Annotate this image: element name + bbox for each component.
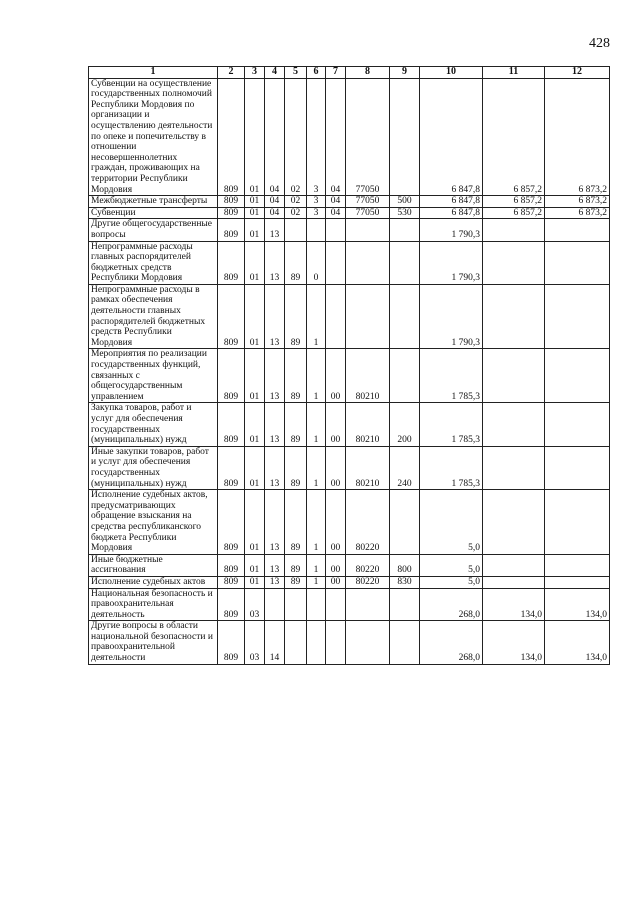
code-subsection: 04 <box>265 78 285 196</box>
column-header: 9 <box>390 67 420 79</box>
code-subsection: 14 <box>265 621 285 664</box>
code-expense-type <box>390 490 420 555</box>
amount-year-2 <box>483 349 545 403</box>
code-section: 01 <box>245 490 265 555</box>
amount-year-1: 6 847,8 <box>420 196 483 208</box>
code-subsection: 04 <box>265 196 285 208</box>
amount-year-3: 6 873,2 <box>545 207 610 219</box>
code-admin: 809 <box>218 446 245 489</box>
amount-year-1: 5,0 <box>420 576 483 588</box>
code-direction <box>346 219 390 241</box>
code-subprogram: 1 <box>307 349 326 403</box>
code-subprogram: 0 <box>307 241 326 284</box>
code-section: 01 <box>245 349 265 403</box>
amount-year-1: 1 790,3 <box>420 284 483 349</box>
amount-year-2 <box>483 446 545 489</box>
amount-year-2 <box>483 490 545 555</box>
code-event: 00 <box>326 349 346 403</box>
code-subsection: 13 <box>265 446 285 489</box>
column-header: 7 <box>326 67 346 79</box>
row-name: Исполнение судебных актов, предусматривающих обращение взыскания на средства республиканского бюджета Республики Мордовия <box>89 490 218 555</box>
code-admin: 809 <box>218 490 245 555</box>
code-section: 01 <box>245 219 265 241</box>
header-row <box>89 67 610 79</box>
code-section: 01 <box>245 78 265 196</box>
code-admin: 809 <box>218 284 245 349</box>
column-header: 2 <box>218 67 245 79</box>
column-header: 11 <box>483 67 545 79</box>
code-expense-type <box>390 241 420 284</box>
table-row <box>89 588 610 621</box>
code-direction <box>346 284 390 349</box>
code-expense-type: 830 <box>390 576 420 588</box>
code-expense-type <box>390 78 420 196</box>
code-event: 00 <box>326 403 346 446</box>
amount-year-3 <box>545 219 610 241</box>
code-subprogram <box>307 219 326 241</box>
row-name: Исполнение судебных актов <box>89 576 218 588</box>
amount-year-3 <box>545 554 610 576</box>
code-subprogram: 3 <box>307 207 326 219</box>
code-subprogram: 1 <box>307 284 326 349</box>
table-row <box>89 349 610 403</box>
code-expense-type: 200 <box>390 403 420 446</box>
amount-year-3: 6 873,2 <box>545 78 610 196</box>
code-admin: 809 <box>218 554 245 576</box>
code-expense-type <box>390 621 420 664</box>
table-body <box>89 78 610 664</box>
code-direction: 77050 <box>346 207 390 219</box>
code-event: 00 <box>326 446 346 489</box>
code-subprogram: 1 <box>307 446 326 489</box>
code-program: 89 <box>285 554 307 576</box>
code-subprogram: 1 <box>307 576 326 588</box>
amount-year-2: 6 857,2 <box>483 78 545 196</box>
code-program: 89 <box>285 576 307 588</box>
code-program: 02 <box>285 196 307 208</box>
code-program <box>285 621 307 664</box>
code-admin: 809 <box>218 196 245 208</box>
table-row <box>89 403 610 446</box>
code-expense-type <box>390 349 420 403</box>
code-event: 04 <box>326 196 346 208</box>
code-section: 01 <box>245 207 265 219</box>
code-section: 03 <box>245 621 265 664</box>
code-direction <box>346 621 390 664</box>
row-name: Другие вопросы в области национальной безопасности и правоохранительной деятельности <box>89 621 218 664</box>
amount-year-2: 6 857,2 <box>483 196 545 208</box>
row-name: Иные закупки товаров, работ и услуг для обеспечения государственных (муниципальных) нужд <box>89 446 218 489</box>
code-subprogram: 1 <box>307 403 326 446</box>
table-row <box>89 490 610 555</box>
row-name: Непрограммные расходы в рамках обеспечения деятельности главных распорядителей бюджетных средств Республики Мордовия <box>89 284 218 349</box>
code-admin: 809 <box>218 349 245 403</box>
amount-year-3 <box>545 284 610 349</box>
code-program: 02 <box>285 207 307 219</box>
table-row <box>89 446 610 489</box>
row-name: Другие общегосударственные вопросы <box>89 219 218 241</box>
code-admin: 809 <box>218 576 245 588</box>
amount-year-2 <box>483 576 545 588</box>
code-admin: 809 <box>218 621 245 664</box>
amount-year-1: 1 790,3 <box>420 241 483 284</box>
amount-year-3 <box>545 446 610 489</box>
column-header: 3 <box>245 67 265 79</box>
amount-year-2: 134,0 <box>483 621 545 664</box>
amount-year-2: 134,0 <box>483 588 545 621</box>
code-admin: 809 <box>218 78 245 196</box>
code-program: 89 <box>285 403 307 446</box>
amount-year-3: 134,0 <box>545 621 610 664</box>
code-program: 89 <box>285 284 307 349</box>
amount-year-1: 5,0 <box>420 554 483 576</box>
amount-year-1: 6 847,8 <box>420 78 483 196</box>
code-event: 00 <box>326 554 346 576</box>
column-header: 6 <box>307 67 326 79</box>
code-section: 03 <box>245 588 265 621</box>
code-subsection: 13 <box>265 403 285 446</box>
table-row <box>89 241 610 284</box>
amount-year-3 <box>545 490 610 555</box>
amount-year-1: 6 847,8 <box>420 207 483 219</box>
row-name: Мероприятия по реализации государственных функций, связанных с общегосударственным управлением <box>89 349 218 403</box>
code-subsection: 13 <box>265 576 285 588</box>
code-program: 89 <box>285 349 307 403</box>
code-direction: 80210 <box>346 349 390 403</box>
page-number: 428 <box>589 36 610 51</box>
code-section: 01 <box>245 196 265 208</box>
amount-year-3: 6 873,2 <box>545 196 610 208</box>
code-section: 01 <box>245 446 265 489</box>
code-subprogram <box>307 621 326 664</box>
amount-year-1: 5,0 <box>420 490 483 555</box>
code-direction: 80220 <box>346 490 390 555</box>
code-admin: 809 <box>218 403 245 446</box>
amount-year-2 <box>483 284 545 349</box>
budget-table <box>88 66 610 665</box>
table-row <box>89 78 610 196</box>
code-subsection: 13 <box>265 490 285 555</box>
code-direction: 80210 <box>346 403 390 446</box>
column-header: 4 <box>265 67 285 79</box>
column-header: 5 <box>285 67 307 79</box>
row-name: Межбюджетные трансферты <box>89 196 218 208</box>
amount-year-2 <box>483 403 545 446</box>
amount-year-3 <box>545 576 610 588</box>
code-subsection: 13 <box>265 554 285 576</box>
code-section: 01 <box>245 554 265 576</box>
column-header: 10 <box>420 67 483 79</box>
table-row <box>89 219 610 241</box>
table-row <box>89 554 610 576</box>
row-name: Закупка товаров, работ и услуг для обеспечения государственных (муниципальных) нужд <box>89 403 218 446</box>
amount-year-3 <box>545 241 610 284</box>
code-section: 01 <box>245 576 265 588</box>
table-row <box>89 284 610 349</box>
amount-year-1: 268,0 <box>420 588 483 621</box>
code-event <box>326 621 346 664</box>
code-subsection: 13 <box>265 241 285 284</box>
code-expense-type: 530 <box>390 207 420 219</box>
amount-year-1: 1 785,3 <box>420 446 483 489</box>
code-section: 01 <box>245 241 265 284</box>
code-section: 01 <box>245 284 265 349</box>
amount-year-2 <box>483 241 545 284</box>
code-event: 00 <box>326 490 346 555</box>
code-expense-type: 500 <box>390 196 420 208</box>
code-event <box>326 241 346 284</box>
row-name: Непрограммные расходы главных распорядителей бюджетных средств Республики Мордовия <box>89 241 218 284</box>
table-row <box>89 621 610 664</box>
row-name: Субвенции на осуществление государственных полномочий Республики Мордовия по организации и осуществлению деятельности по опеке и попечительству в отношении несовершеннолетних граждан, проживающих на территории Республики Мордовия <box>89 78 218 196</box>
code-admin: 809 <box>218 219 245 241</box>
amount-year-3: 134,0 <box>545 588 610 621</box>
code-admin: 809 <box>218 588 245 621</box>
code-direction: 80220 <box>346 554 390 576</box>
code-expense-type <box>390 588 420 621</box>
table-row <box>89 576 610 588</box>
code-direction: 80220 <box>346 576 390 588</box>
code-event <box>326 219 346 241</box>
code-event: 04 <box>326 78 346 196</box>
amount-year-2: 6 857,2 <box>483 207 545 219</box>
code-subprogram: 1 <box>307 490 326 555</box>
code-section: 01 <box>245 403 265 446</box>
amount-year-1: 1 785,3 <box>420 349 483 403</box>
row-name: Национальная безопасность и правоохранительная деятельность <box>89 588 218 621</box>
code-expense-type: 800 <box>390 554 420 576</box>
code-admin: 809 <box>218 241 245 284</box>
code-subprogram <box>307 588 326 621</box>
code-event: 04 <box>326 207 346 219</box>
amount-year-3 <box>545 403 610 446</box>
amount-year-1: 268,0 <box>420 621 483 664</box>
code-event <box>326 588 346 621</box>
code-program: 89 <box>285 241 307 284</box>
code-subsection: 13 <box>265 349 285 403</box>
row-name: Субвенции <box>89 207 218 219</box>
table-row <box>89 207 610 219</box>
code-subsection <box>265 588 285 621</box>
amount-year-1: 1 785,3 <box>420 403 483 446</box>
code-program <box>285 219 307 241</box>
code-subsection: 13 <box>265 284 285 349</box>
code-admin: 809 <box>218 207 245 219</box>
code-direction: 77050 <box>346 78 390 196</box>
code-event <box>326 284 346 349</box>
code-subsection: 04 <box>265 207 285 219</box>
code-program <box>285 588 307 621</box>
code-subprogram: 3 <box>307 78 326 196</box>
code-subprogram: 1 <box>307 554 326 576</box>
code-program: 89 <box>285 446 307 489</box>
column-header: 1 <box>89 67 218 79</box>
amount-year-2 <box>483 554 545 576</box>
amount-year-3 <box>545 349 610 403</box>
code-program: 02 <box>285 78 307 196</box>
row-name: Иные бюджетные ассигнования <box>89 554 218 576</box>
code-expense-type <box>390 219 420 241</box>
amount-year-1: 1 790,3 <box>420 219 483 241</box>
code-expense-type <box>390 284 420 349</box>
code-program: 89 <box>285 490 307 555</box>
column-header: 12 <box>545 67 610 79</box>
column-header: 8 <box>346 67 390 79</box>
code-event: 00 <box>326 576 346 588</box>
code-direction <box>346 588 390 621</box>
amount-year-2 <box>483 219 545 241</box>
code-expense-type: 240 <box>390 446 420 489</box>
code-direction <box>346 241 390 284</box>
code-subprogram: 3 <box>307 196 326 208</box>
code-direction: 77050 <box>346 196 390 208</box>
code-direction: 80210 <box>346 446 390 489</box>
code-subsection: 13 <box>265 219 285 241</box>
table-row <box>89 196 610 208</box>
